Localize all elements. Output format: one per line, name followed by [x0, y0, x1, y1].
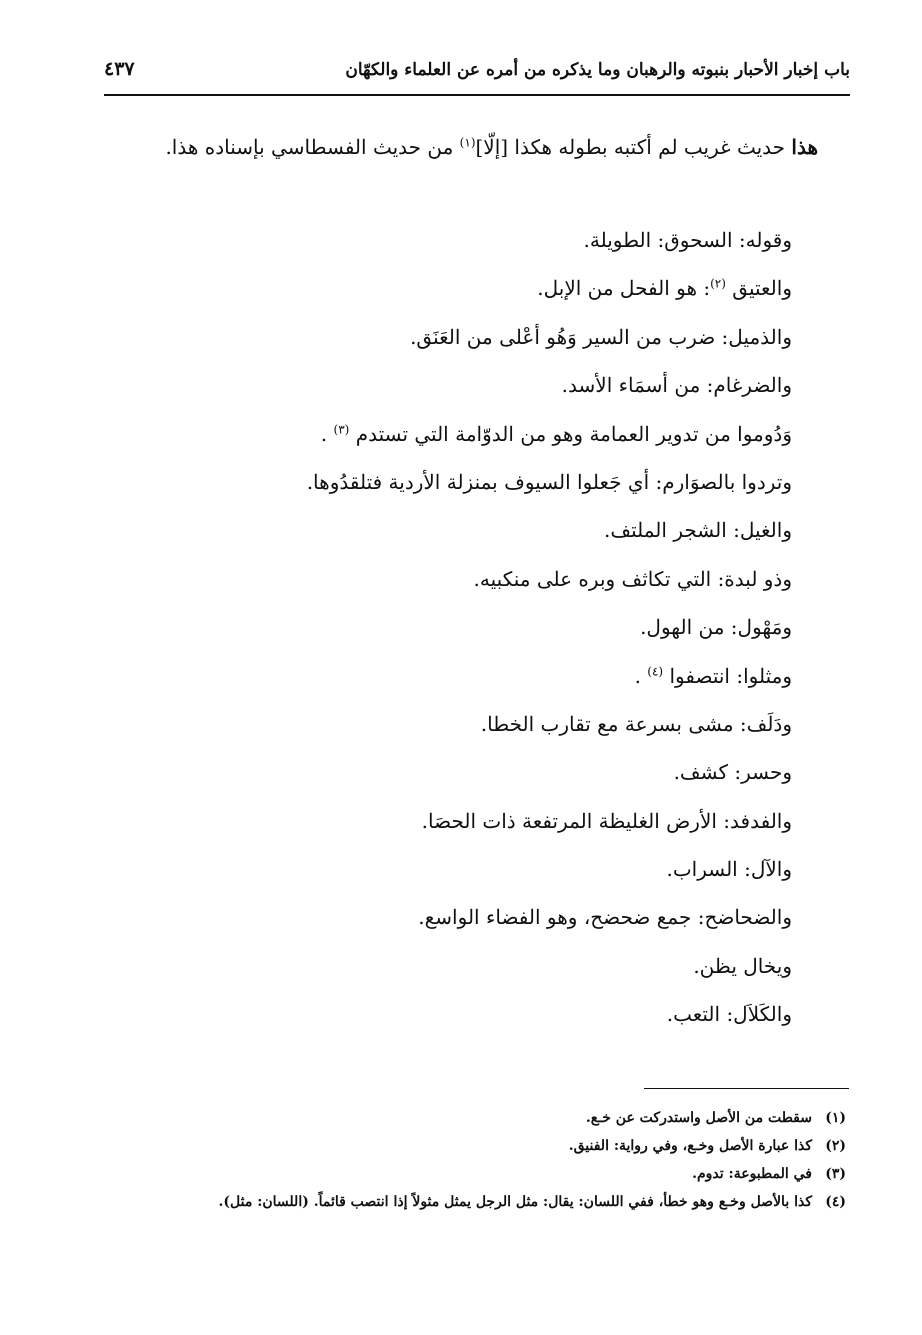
- footnote-text: في المطبوعة: تدوم.: [692, 1166, 812, 1182]
- running-header: [104, 54, 850, 96]
- footnote-ref: (٣): [333, 421, 350, 436]
- entry-text: والذميل: ضرب من السير وَهُو أعْلى من العَنَق.: [410, 324, 792, 349]
- glossary-entry: [132, 942, 792, 990]
- footnote: [106, 1104, 846, 1132]
- footnote-ref: (١): [459, 135, 476, 150]
- glossary-entry: [132, 313, 792, 361]
- chapter-title: باب إخبار الأحبار بنبوته والرهبان وما يذكره من أمره عن العلماء والكهّان: [345, 60, 850, 80]
- entry-text: وذو لبدة: التي تكاثف وبره على منكبيه.: [473, 566, 792, 591]
- footnote-ref: (٤): [647, 663, 664, 678]
- footnote-text: كذا عبارة الأصل وخـع، وفي رواية: الفنيق.: [568, 1138, 812, 1154]
- entry-text: ودَلَف: مشى بسرعة مع تقارب الخطا.: [480, 711, 792, 736]
- entry-text: وَدُوموا من تدوير العمامة وهو من الدوّامة التي تستدم: [355, 421, 792, 446]
- footnote-ref: (٢): [710, 276, 726, 291]
- footnote-text: سقطت من الأصل واستدركت عن خـع.: [585, 1110, 812, 1126]
- glossary-entry: [132, 555, 792, 603]
- footnote-number: (١): [825, 1110, 846, 1126]
- entry-text: والعتيق: [732, 276, 792, 301]
- entry-text: والآل: السراب.: [666, 857, 792, 882]
- glossary-entry: [132, 216, 792, 264]
- entry-text: والكَلاَل: التعب.: [666, 1002, 792, 1027]
- entry-text: وتردوا بالصوَارم: أي جَعلوا السيوف بمنزلة الأردية فتلقدُوها.: [306, 469, 792, 494]
- footnote: [106, 1160, 846, 1188]
- footnote-number: (٣): [825, 1166, 846, 1182]
- intro-lead-word: هذا: [791, 135, 818, 159]
- glossary-entry: [132, 893, 792, 941]
- glossary-entry: [132, 410, 792, 458]
- entry-text-continued: : هو الفحل من الإبل.: [537, 276, 711, 301]
- footnote-number: (٤): [825, 1194, 846, 1210]
- glossary-entry: [132, 700, 792, 748]
- glossary-entry: [132, 797, 792, 845]
- entry-text-continued: .: [320, 421, 328, 446]
- footnote-number: (٢): [825, 1138, 846, 1154]
- entry-text: والفدفد: الأرض الغليظة المرتفعة ذات الحصَا.: [421, 808, 792, 833]
- footnote-text: كذا بالأصل وخـع وهو خطأ، ففي اللسان: يقال: مثل الرجل يمثل مثولاً إذا انتصب قائماً. (اللسان: مثل).: [218, 1194, 812, 1210]
- entry-text: والضحاضح: جمع ضحضح، وهو الفضاء الواسع.: [418, 905, 792, 930]
- intro-text-continued: من حديث الفسطاسي بإسناده هذا.: [165, 135, 454, 159]
- entry-text: وحسر: كشف.: [673, 760, 792, 785]
- entry-text: ومثلوا: انتصفوا: [669, 663, 792, 688]
- glossary-entry: [132, 264, 792, 312]
- footnote: [106, 1188, 846, 1216]
- glossary-entry: [132, 748, 792, 796]
- glossary-entry: [132, 990, 792, 1038]
- footnote-separator: [644, 1088, 849, 1089]
- glossary-entry: [132, 845, 792, 893]
- entry-text-continued: .: [634, 663, 641, 688]
- intro-text: حديث غريب لم أكتبه بطوله هكذا [إلّا]: [475, 135, 786, 159]
- glossary-entry: [132, 458, 792, 506]
- entry-text: ويخال يظن.: [693, 953, 792, 978]
- glossary-list: [132, 216, 792, 1039]
- entry-text: ومَهْول: من الهول.: [640, 615, 792, 640]
- entry-text: والضرغام: من أسمَاء الأسد.: [561, 373, 792, 398]
- footnote: [106, 1132, 846, 1160]
- intro-paragraph: [102, 124, 818, 170]
- footnotes-list: [106, 1104, 846, 1216]
- glossary-entry: [132, 603, 792, 651]
- entry-text: وقوله: السحوق: الطويلة.: [583, 228, 792, 252]
- glossary-entry: [132, 506, 792, 554]
- entry-text: والغيل: الشجر الملتف.: [604, 518, 792, 543]
- glossary-entry: [132, 652, 792, 700]
- page-number: ٤٣٧: [104, 58, 135, 80]
- glossary-entry: [132, 361, 792, 409]
